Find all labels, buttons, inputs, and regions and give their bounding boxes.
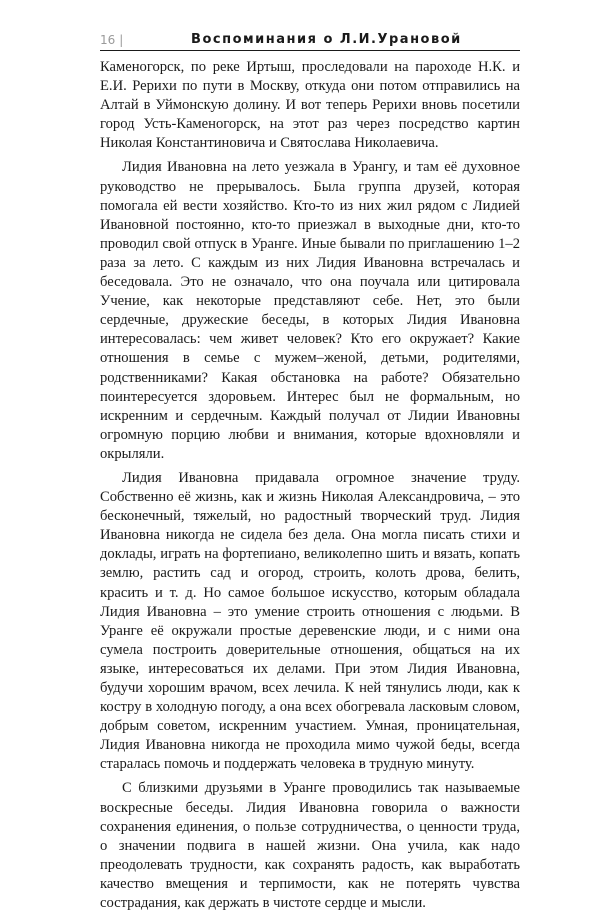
running-header [100,32,520,51]
header-separator: | [119,33,125,47]
book-title: Воспоминания о Л.И.Урановой [191,32,462,47]
paragraph: С близкими друзьями в Уранге проводились так называемые воскресные беседы. Лидия Ивановна говорила о важности сохранения единения, о пользе сотрудничества, о ценности труда, о значении подвига в нашей жизни. Она учила, как надо преодолевать трудности, как сохранять радость, как выработать качество вмещения и терпимости, как не потерять чувства сострадания, как держать в чистоте сердце и мысли. [100,780,520,912]
paragraph: Лидия Ивановна на лето уезжала в Урангу, и там её духовное руководство не прерывалось. Была группа друзей, которая помогала ей вести хозяйство. Кто-то из них жил рядом с Лидией Ивановной постоянно, кто-то приезжал в выходные дни, кто-то проводил свой отпуск в Уранге. Иные бывали по приглашению 1–2 раза за лето. С каждым из них Лидия Ивановна встречалась и беседовала. Это не означало, что она поучала или цитировала Учение, как некоторые представляют себе. Нет, это были сердечные, дружеские беседы, в которых Лидия Ивановна интересовалась: чем живет человек? Кто его окружает? Какие отношения в семье с мужем–женой, детьми, родителями, родственниками? Какая обстановка на работе? Обязательно поинтересуется здоровьем. Интерес был не формальным, но искренним и сердечным. Каждый получал от Лидии Ивановны огромную порцию любви и внимания, которые вдохновляли и окрыляли. [100,159,520,462]
paragraph-continued: Каменогорск, по реке Иртыш, проследовали на пароходе Н.К. и Е.И. Рерихи по пути в Москву, откуда они потом отправились на Алтай в Уймонскую долину. И вот теперь Рерихи вновь посетили город Усть-Каменогорск, на этот раз через посредство картин Николая Константиновича и Святослава Николаевича. [100,59,520,152]
paragraph: Лидия Ивановна придавала огромное значение труду. Собственно её жизнь, как и жизнь Николая Александровича, – это бесконечный, тяжелый, но радостный творческий труд. Лидия Ивановна никогда не сидела без дела. Она могла писать стихи и доклады, играть на фортепиано, великолепно шить и вязать, копать землю, растить сад и огород, строить, колоть дрова, белить, красить и т. д. Но самое большое искусство, которым обладала Лидия Ивановна – это умение строить отношения с людьми. В Уранге её окружали простые деревенские люди, и с ними она сумела построить доверительные отношения, общаться на их языке, интересоваться их делами. При этом Лидия Ивановна, будучи хорошим врачом, всех лечила. К ней тянулись люди, как к костру в холодную погоду, а она всех обогревала ласковым словом, добрым советом, искренним участием. Умная, проницательная, Лидия Ивановна никогда не проходила мимо чужой беды, всегда старалась помочь и поддержать человека в трудную минуту. [100,469,520,773]
body-text [100,58,520,918]
page-number: 16 [100,33,116,47]
